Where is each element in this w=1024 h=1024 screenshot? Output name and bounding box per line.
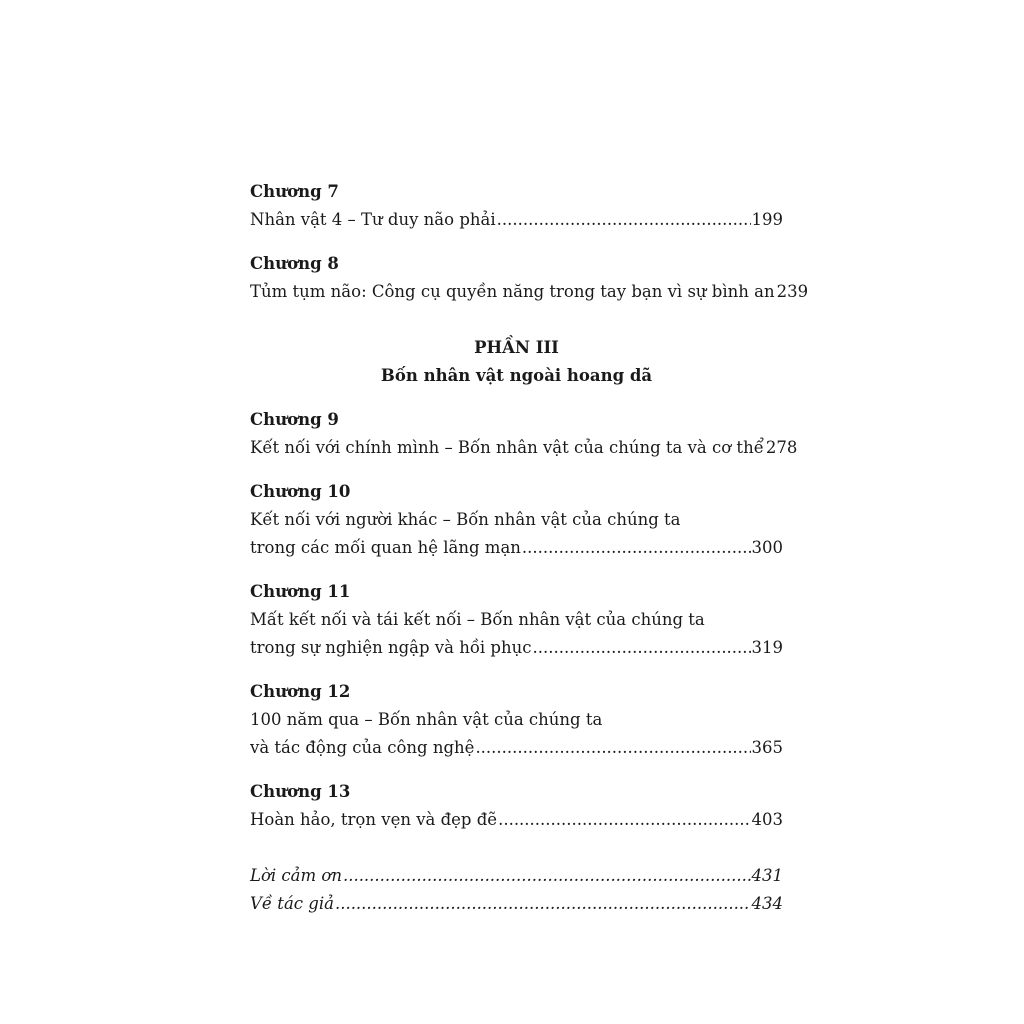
chapter-title-text: Nhân vật 4 – Tư duy não phải	[250, 210, 496, 229]
page-number: 434	[751, 894, 783, 913]
chapter-heading: Chương 8	[250, 254, 339, 273]
toc-line	[250, 806, 783, 834]
dot-leader	[497, 206, 751, 234]
toc-line	[250, 434, 798, 462]
dot-leader	[522, 534, 751, 562]
chapter-title-text: Hoàn hảo, trọn vẹn và đẹp đẽ	[250, 810, 498, 829]
page-number: 239	[776, 282, 809, 301]
toc-line	[250, 534, 783, 562]
toc-entry-chapter-12	[250, 678, 783, 762]
back-matter-label: Lời cảm ơn	[250, 866, 342, 885]
chapter-title-text: trong các mối quan hệ lãng mạn	[250, 538, 521, 557]
page-number: 431	[751, 866, 783, 885]
toc-line	[250, 734, 783, 762]
chapter-title-line: Mất kết nối và tái kết nối – Bốn nhân vật của chúng ta	[250, 610, 705, 629]
toc-entry-acknowledgements	[250, 862, 783, 890]
chapter-heading: Chương 7	[250, 182, 339, 201]
dot-leader	[533, 634, 751, 662]
chapter-title-text: Tủm tụm não: Công cụ quyền năng trong tay bạn vì sự bình an	[250, 282, 775, 301]
part-label: PHẦN III	[474, 338, 559, 357]
chapter-heading: Chương 12	[250, 682, 351, 701]
part-title: Bốn nhân vật ngoài hoang dã	[380, 366, 653, 385]
page-number: 278	[765, 438, 798, 457]
toc-entry-chapter-8	[250, 250, 809, 306]
toc-entry-chapter-11	[250, 578, 783, 662]
chapter-heading: Chương 10	[250, 482, 351, 501]
toc-line	[250, 206, 783, 234]
chapter-title-text: trong sự nghiện ngập và hồi phục	[250, 638, 532, 657]
chapter-title-text: Kết nối với chính mình – Bốn nhân vật của chúng ta và cơ thể	[250, 438, 764, 457]
page-number: 199	[751, 210, 783, 229]
dot-leader	[498, 806, 750, 834]
toc-entry-chapter-13	[250, 778, 783, 834]
chapter-heading: Chương 11	[250, 582, 351, 601]
dot-leader	[475, 734, 750, 762]
back-matter-label: Về tác giả	[250, 894, 334, 913]
chapter-heading: Chương 13	[250, 782, 351, 801]
dot-leader	[335, 890, 751, 918]
chapter-title-text: và tác động của công nghệ	[250, 738, 475, 757]
toc-line	[250, 278, 809, 306]
chapter-title-line: Kết nối với người khác – Bốn nhân vật của chúng ta	[250, 510, 681, 529]
page-number: 319	[751, 638, 783, 657]
toc-line	[250, 634, 783, 662]
page-number: 300	[751, 538, 783, 557]
page-number: 403	[751, 810, 783, 829]
toc-entry-chapter-7	[250, 178, 783, 234]
page-number: 365	[751, 738, 783, 757]
chapter-heading: Chương 9	[250, 410, 339, 429]
table-of-contents	[250, 178, 809, 918]
chapter-title-line: 100 năm qua – Bốn nhân vật của chúng ta	[250, 710, 603, 729]
toc-entry-about-author	[250, 890, 783, 918]
toc-entry-chapter-10	[250, 478, 783, 562]
dot-leader	[343, 862, 751, 890]
toc-entry-chapter-9	[250, 406, 798, 462]
